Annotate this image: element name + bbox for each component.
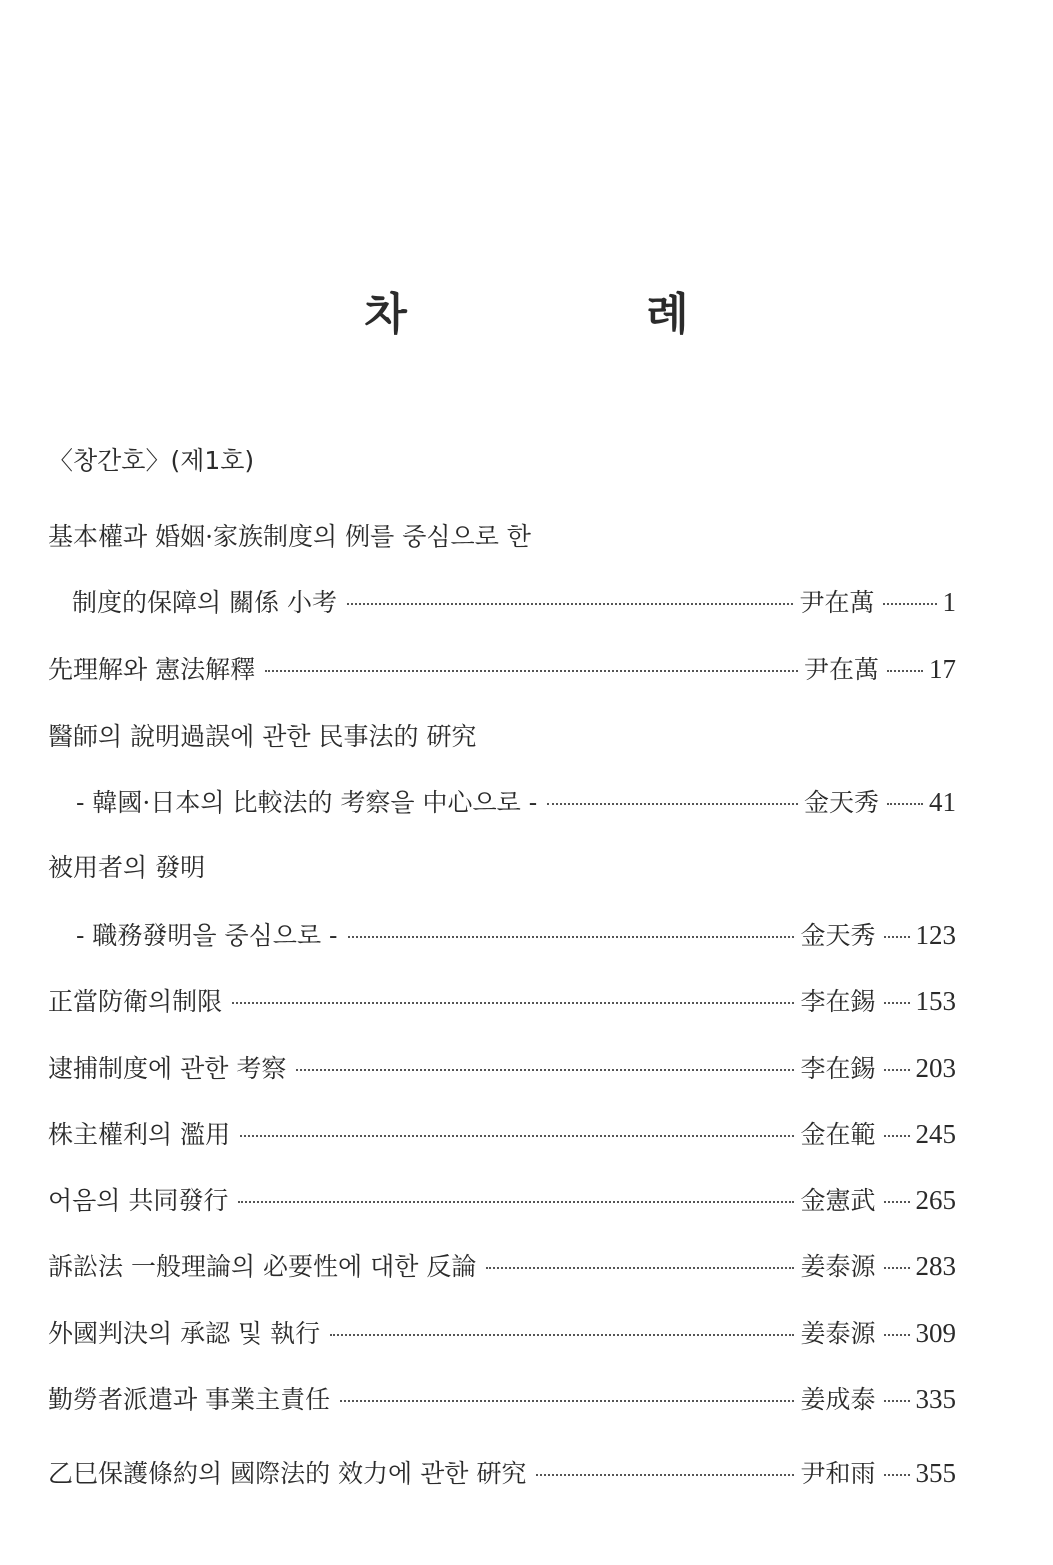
- toc-entry: [48, 848, 956, 888]
- dot-leader: [884, 1267, 910, 1269]
- dot-leader: [884, 1135, 910, 1137]
- entry-author: 姜泰源: [800, 1319, 876, 1348]
- entry-title: 制度的保障의 關係 小考: [72, 588, 338, 617]
- entry-page: 41: [929, 787, 956, 817]
- toc-entry: [48, 916, 956, 956]
- dot-leader: [883, 603, 937, 605]
- dot-leader: [238, 1201, 794, 1203]
- dot-leader: [347, 603, 793, 605]
- entry-page: 309: [915, 1318, 956, 1348]
- entry-page: 1: [942, 587, 956, 617]
- toc-entry: [48, 517, 956, 557]
- toc-entry: [48, 650, 956, 690]
- dot-leader: [330, 1334, 794, 1336]
- entry-title: 株主權利의 濫用: [48, 1120, 231, 1149]
- entry-author: 姜成泰: [800, 1385, 876, 1414]
- toc-entry: [48, 1380, 956, 1420]
- dot-leader: [536, 1474, 794, 1476]
- dot-leader: [547, 803, 798, 805]
- toc-entry: [48, 1115, 956, 1155]
- toc-entry: [48, 717, 956, 757]
- entry-title: 基本權과 婚姻·家族制度의 例를 중심으로 한: [48, 522, 531, 551]
- entry-page: 335: [915, 1384, 956, 1414]
- entry-title: - 韓國·日本의 比較法的 考察을 中心으로 -: [76, 788, 538, 817]
- entry-title: 被用者의 發明: [48, 853, 206, 882]
- dot-leader: [884, 1334, 910, 1336]
- entry-page: 17: [929, 654, 956, 684]
- entry-author: 尹和雨: [800, 1459, 876, 1488]
- entry-page: 245: [915, 1119, 956, 1149]
- entry-author: 金天秀: [803, 788, 879, 817]
- dot-leader: [348, 936, 795, 938]
- toc-entry: [48, 1314, 956, 1354]
- entry-page: 153: [915, 986, 956, 1016]
- dot-leader: [884, 1474, 910, 1476]
- entry-page: 203: [915, 1053, 956, 1083]
- entry-page: 355: [915, 1458, 956, 1488]
- dot-leader: [887, 670, 923, 672]
- entry-title: - 職務發明을 중심으로 -: [76, 921, 338, 950]
- entry-author: 李在錫: [800, 987, 876, 1016]
- entry-author: 金憲武: [800, 1186, 876, 1215]
- entry-title: 어음의 共同發行: [48, 1186, 229, 1215]
- toc-entry: [48, 1049, 956, 1089]
- entry-author: 金天秀: [800, 921, 876, 950]
- dot-leader: [884, 1002, 910, 1004]
- dot-leader: [340, 1400, 794, 1402]
- dot-leader: [884, 936, 910, 938]
- entry-author: 尹在萬: [799, 588, 875, 617]
- toc-entry: [48, 583, 956, 623]
- entry-title: 正當防衛의制限: [48, 987, 223, 1016]
- toc-entry: [48, 783, 956, 823]
- entry-title: 醫師의 說明過誤에 관한 民事法的 硏究: [48, 722, 477, 751]
- entry-author: 李在錫: [800, 1054, 876, 1083]
- entry-title: 逮捕制度에 관한 考察: [48, 1054, 287, 1083]
- entry-page: 265: [915, 1185, 956, 1215]
- entry-author: 姜泰源: [800, 1252, 876, 1281]
- dot-leader: [296, 1069, 794, 1071]
- entry-author: 金在範: [800, 1120, 876, 1149]
- entry-page: 123: [915, 920, 956, 950]
- toc-entry: [48, 1454, 956, 1494]
- toc-entry: [48, 982, 956, 1022]
- toc-entry: [48, 1247, 956, 1287]
- dot-leader: [884, 1201, 910, 1203]
- dot-leader: [884, 1069, 910, 1071]
- dot-leader: [240, 1135, 794, 1137]
- entry-page: 283: [915, 1251, 956, 1281]
- dot-leader: [232, 1002, 794, 1004]
- entry-title: 先理解와 憲法解釋: [48, 655, 256, 684]
- page-title: 차 례: [364, 289, 801, 340]
- section-heading: 〈창간호〉(제1호): [48, 446, 255, 475]
- dot-leader: [486, 1267, 794, 1269]
- dot-leader: [884, 1400, 910, 1402]
- dot-leader: [887, 803, 923, 805]
- entry-title: 勤勞者派遣과 事業主責任: [48, 1385, 331, 1414]
- entry-title: 外國判決의 承認 및 執行: [48, 1319, 321, 1348]
- entry-title: 訴訟法 一般理論의 必要性에 대한 反論: [48, 1252, 477, 1281]
- dot-leader: [265, 670, 798, 672]
- toc-entry: [48, 1181, 956, 1221]
- entry-title: 乙巳保護條約의 國際法的 效力에 관한 硏究: [48, 1459, 527, 1488]
- entry-author: 尹在萬: [803, 655, 879, 684]
